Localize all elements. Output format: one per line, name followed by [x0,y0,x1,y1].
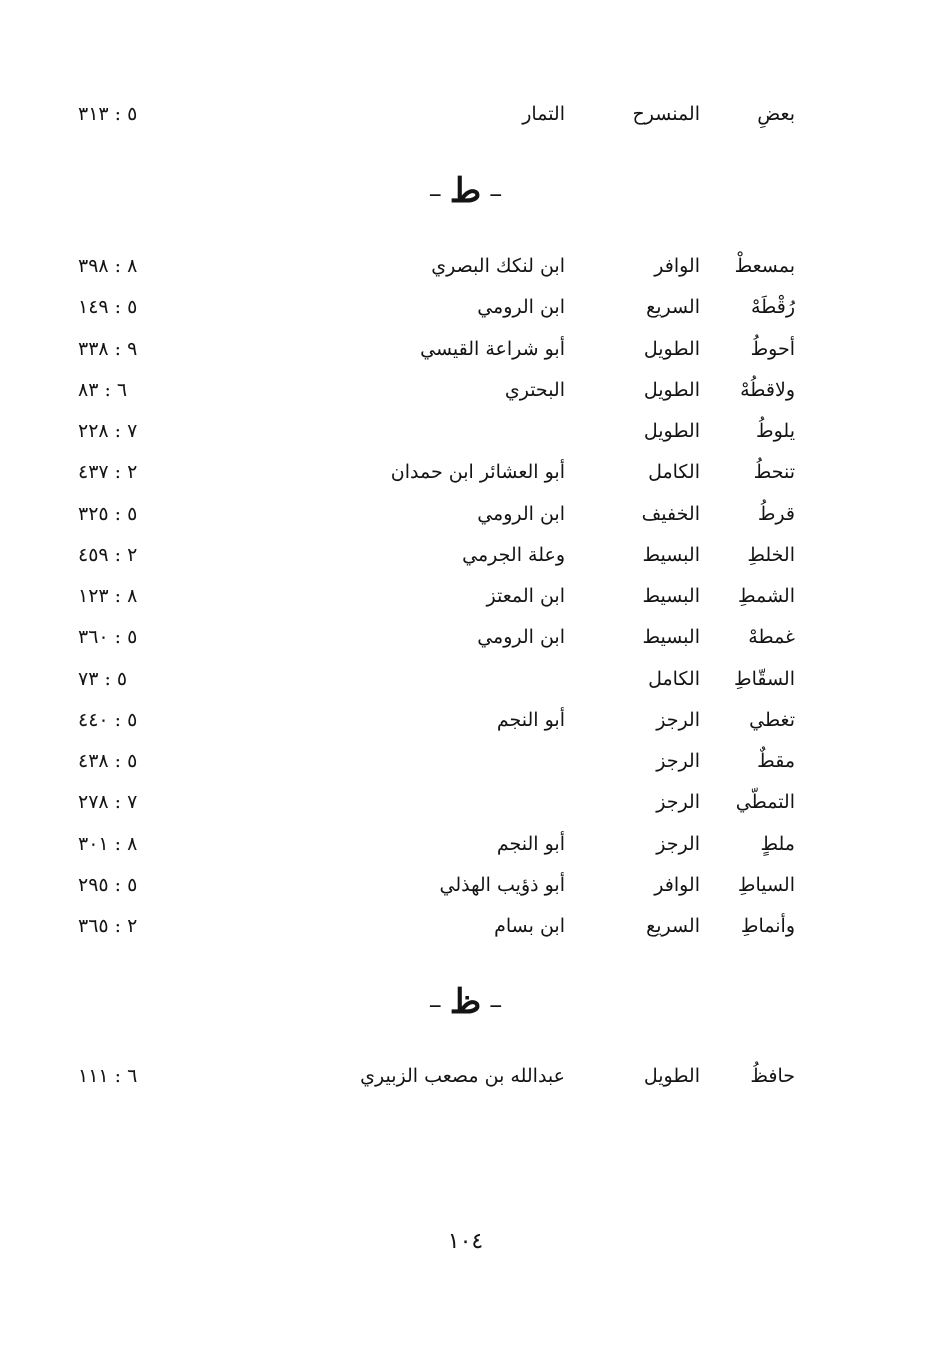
index-row [0,494,931,534]
meter-name: الطويل [643,337,700,360]
meter-name: الوافر [654,873,700,896]
meter-name: الرجز [656,708,700,731]
volume-page-ref: ٨ : ١٢٣ [78,585,138,607]
index-row [0,535,931,575]
rhyme-word: مقطٌ [757,750,795,772]
volume-page-ref: ٢ : ٣٦٥ [78,915,138,937]
volume-page-ref: ٥ : ٧٣ [78,667,128,690]
poet-name: التمار [522,103,565,125]
rhyme-word: رُقْطَهْ [750,296,795,319]
poet-name: أبو ذؤيب الهذلي [439,873,565,896]
rhyme-word: بمسعطْ [734,255,795,277]
meter-name: الطويل [643,420,700,442]
meter-name: الكامل [648,667,700,690]
rhyme-word: ولاقطُهْ [740,378,795,401]
volume-page-ref: ٢ : ٤٥٩ [78,543,138,566]
index-row [0,700,931,740]
meter-name: الرجز [656,832,700,855]
rhyme-word: الشمطِ [737,585,795,607]
index-row [0,94,931,134]
meter-name: الوافر [654,255,700,277]
volume-page-ref: ٥ : ٤٤٠ [78,708,138,731]
rhyme-word: غمطهْ [748,626,795,649]
index-row [0,617,931,657]
volume-page-ref: ٥ : ٣٢٥ [78,502,138,525]
poet-name: ابن الرومي [477,502,565,525]
volume-page-ref: ٥ : ٣٦٠ [78,626,138,649]
poet-name: ابن الرومي [477,626,565,649]
heading-dash: – [489,179,503,209]
section-heading-za [0,978,931,1029]
rhyme-word: تغطي [749,708,795,731]
poet-name: ابن الرومي [477,296,565,319]
volume-page-ref: ٥ : ٢٩٥ [78,873,138,896]
volume-page-ref: ٥ : ٤٣٨ [78,750,138,772]
meter-name: البسيط [642,626,700,649]
poet-name: أبو النجم [496,708,565,731]
rhyme-word: التمطّي [735,791,795,814]
volume-page-ref: ٥ : ١٤٩ [78,296,138,319]
heading-letter: ط [449,171,482,211]
volume-page-ref: ٩ : ٣٣٨ [78,337,138,360]
rhyme-word: الخلطِ [747,543,795,566]
rhyme-word: السياطِ [737,873,795,896]
poet-name: عبدالله بن مصعب الزبيري [360,1065,565,1087]
poet-name: ابن لنكك البصري [431,255,565,277]
index-row [0,824,931,864]
poet-name: أبو النجم [496,832,565,855]
index-row [0,865,931,905]
meter-name: السريع [646,915,700,937]
meter-name: الرجز [656,791,700,814]
rhyme-word: يلوطُ [756,420,795,442]
meter-name: البسيط [642,585,700,607]
meter-name: الرجز [656,750,700,772]
meter-name: الطويل [643,1065,700,1087]
volume-page-ref: ٨ : ٣٩٨ [78,255,138,277]
poet-name: ابن المعتز [486,585,565,607]
index-row [0,411,931,451]
index-row [0,1056,931,1096]
volume-page-ref: ٦ : ٨٣ [78,378,128,401]
heading-letter: ظ [449,982,482,1022]
volume-page-ref: ٨ : ٣٠١ [78,832,138,855]
section-heading-ta [0,167,931,218]
poet-name: أبو شراعة القيسي [420,337,565,360]
volume-page-ref: ٥ : ٣١٣ [78,103,138,125]
rhyme-word: وأنماطِ [740,915,795,937]
index-row [0,576,931,616]
rhyme-word: حافظُ [750,1065,795,1087]
rhyme-word: ملطٍ [760,832,795,855]
meter-name: المنسرح [632,103,700,125]
index-row [0,741,931,781]
rhyme-word: السقّاطِ [734,667,795,690]
index-row [0,659,931,699]
heading-dash: – [428,179,442,209]
index-row [0,370,931,410]
poet-name: أبو العشائر ابن حمدان [390,461,565,484]
heading-dash: – [428,990,442,1020]
poet-name: البحتري [504,378,565,401]
rhyme-word: أحوطُ [750,337,795,360]
page-number: ١٠٤ [447,1229,484,1254]
meter-name: الخفيف [641,502,700,525]
index-row [0,287,931,327]
volume-page-ref: ٦ : ١١١ [78,1065,138,1087]
rhyme-word: قرطُ [757,502,795,525]
index-row [0,246,931,286]
heading-dash: – [489,990,503,1020]
poet-name: وعلة الجرمي [462,543,565,566]
poet-name: ابن بسام [494,915,565,937]
volume-page-ref: ٢ : ٤٣٧ [78,461,138,484]
meter-name: الكامل [648,461,700,484]
rhyme-word: بعضِ [757,103,795,125]
meter-name: السريع [646,296,700,319]
meter-name: البسيط [642,543,700,566]
index-row [0,782,931,822]
rhyme-word: تنحطُ [753,461,795,484]
index-row [0,329,931,369]
meter-name: الطويل [643,378,700,401]
index-row [0,452,931,492]
volume-page-ref: ٧ : ٢٢٨ [78,420,138,442]
volume-page-ref: ٧ : ٢٧٨ [78,791,138,814]
index-row [0,906,931,946]
